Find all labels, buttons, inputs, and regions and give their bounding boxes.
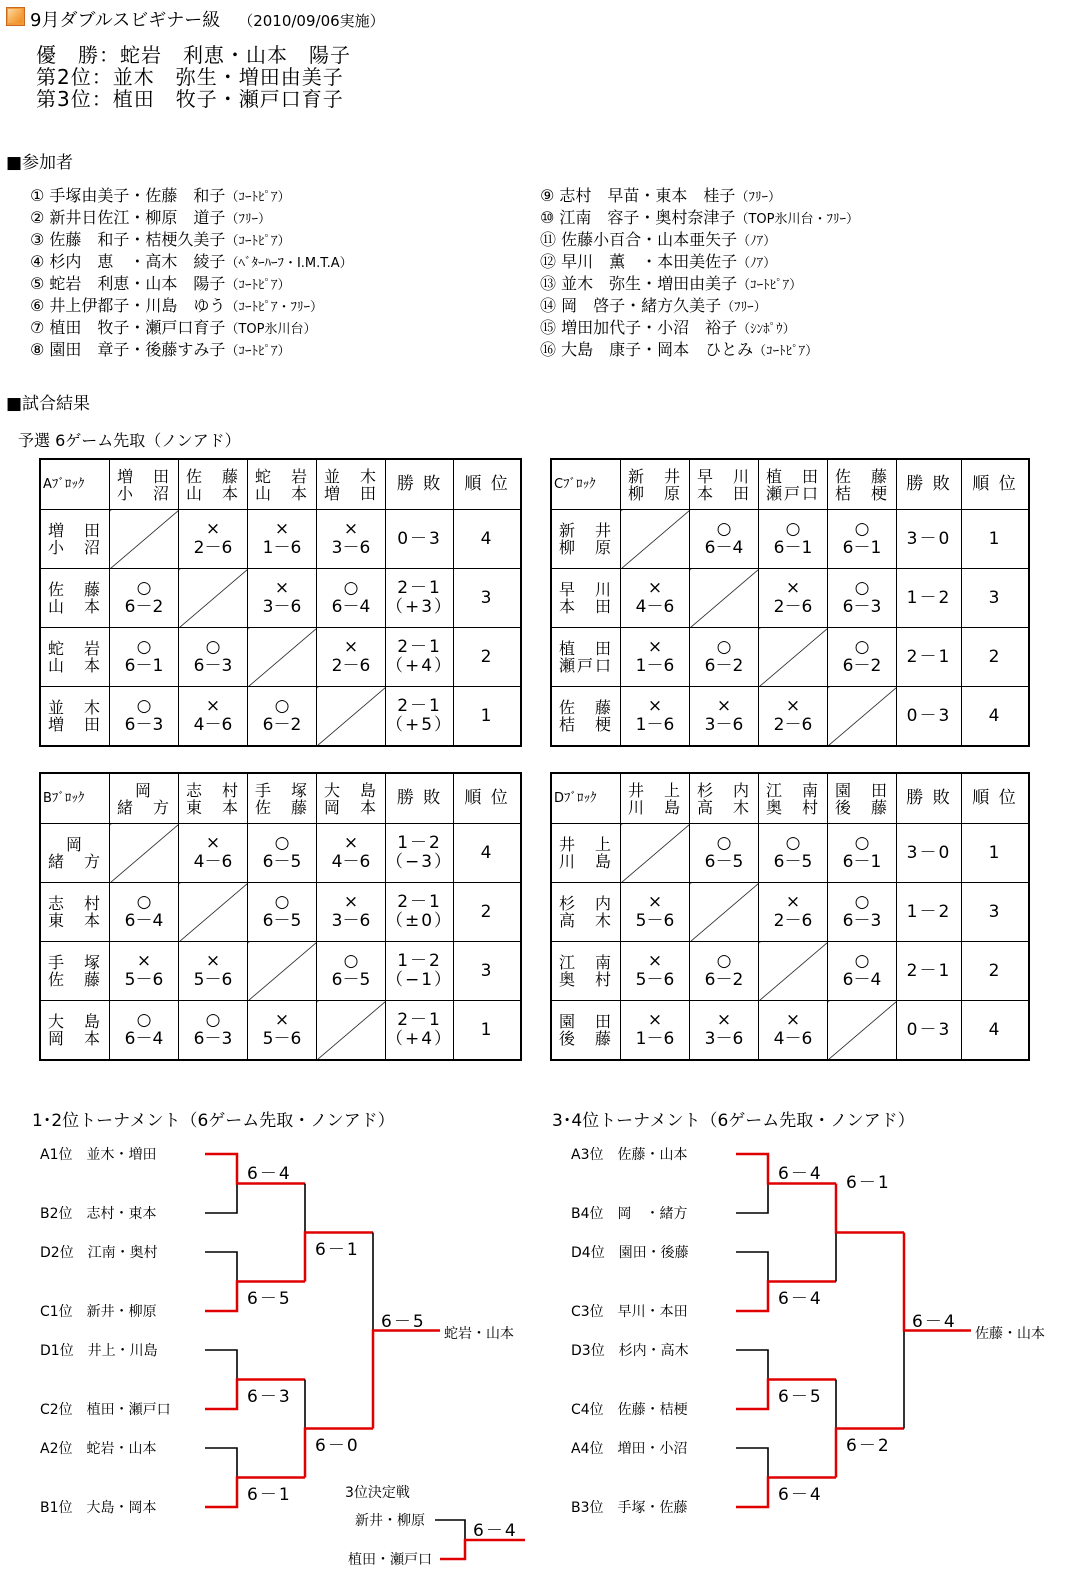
rank-header: 順 位 <box>962 459 1030 510</box>
team-row-header: 新 井 柳 原 <box>551 510 621 569</box>
match-result-cell: × 2－6 <box>759 687 828 747</box>
team-column-header: 佐 藤 山 本 <box>179 459 248 510</box>
team-row-header: 志 村 東 本 <box>40 883 110 942</box>
results-heading: ■試合結果 <box>6 394 91 414</box>
bracket-line <box>736 1252 768 1282</box>
team-row-header: 井 上 川 島 <box>551 824 621 883</box>
bracket-slot: D4位 園田・後藤 <box>571 1245 689 1261</box>
entry-number: ⑥ <box>30 296 45 315</box>
match-result-cell: × 3－6 <box>317 883 386 942</box>
match-result-cell: × 2－6 <box>759 569 828 628</box>
match-result-cell: ○ 6－2 <box>110 569 179 628</box>
match-result-cell: × 4－6 <box>179 824 248 883</box>
rank-cell: 4 <box>962 1001 1030 1061</box>
entry-club: （ｺｰﾄﾋﾟｱ） <box>737 278 803 293</box>
match-result-cell: ○ 6－4 <box>828 942 897 1001</box>
match-result-cell: × 1－6 <box>621 628 690 687</box>
event-date: （2010/09/06実施） <box>238 12 385 30</box>
bracket-slot: D3位 杉内・高木 <box>571 1343 689 1359</box>
entry-club: （ｺｰﾄﾋﾟｱ・ﾌﾘｰ） <box>225 300 323 315</box>
third-place-label: 3位決定戦 <box>345 1485 410 1501</box>
entry-number: ⑩ <box>540 208 555 227</box>
team-column-header: 手 塚 佐 藤 <box>248 773 317 824</box>
third-place-team-b: 植田・瀬戸口 <box>348 1552 432 1568</box>
entry-club: （TOP氷川台・ﾌﾘｰ） <box>735 212 859 227</box>
bracket-line <box>205 1448 237 1478</box>
entry-names: 蛇岩 利恵・山本 陽子 <box>44 274 226 293</box>
team-column-header: 増 田 小 沼 <box>110 459 179 510</box>
match-result-cell: ○ 6－2 <box>248 687 317 747</box>
entry-names: 早川 薫 ・本田美佐子 <box>556 252 738 271</box>
rank-cell: 4 <box>454 824 522 883</box>
record-cell: 2－1 （±0） <box>386 883 454 942</box>
bracket-slot: B3位 手塚・佐藤 <box>571 1500 688 1516</box>
team-column-header: 井 上 川 島 <box>621 773 690 824</box>
round1-score: 6－4 <box>778 1164 823 1184</box>
winner-1st: 優 勝：蛇岩 利恵・山本 陽子 <box>36 43 351 67</box>
entry-number: ⑧ <box>30 340 45 359</box>
champion-label: 佐藤・山本 <box>975 1325 1045 1342</box>
match-result-cell: × 5－6 <box>621 883 690 942</box>
rank-cell: 1 <box>962 510 1030 569</box>
match-result-cell: × 3－6 <box>690 687 759 747</box>
match-result-cell: × 4－6 <box>179 687 248 747</box>
record-cell: 2－1 （+5） <box>386 687 454 747</box>
bracket-slot: B2位 志村・東本 <box>40 1206 157 1222</box>
entry-number: ① <box>30 186 45 205</box>
record-cell: 2－1 <box>897 942 962 1001</box>
bracket-slot: C3位 早川・本田 <box>571 1304 688 1320</box>
entry-club: （ｺｰﾄﾋﾟｱ） <box>753 344 819 359</box>
rank-cell: 3 <box>454 569 522 628</box>
record-cell: 0－3 <box>386 510 454 569</box>
round1-score: 6－4 <box>247 1164 292 1184</box>
block-label: Aﾌﾞﾛｯｸ <box>40 459 110 510</box>
winner-3rd: 第3位：植田 牧子・瀬戸口育子 <box>36 87 344 111</box>
team-column-header: 岡 緒 方 <box>110 773 179 824</box>
entry-names: 志村 早苗・東本 桂子 <box>554 186 736 205</box>
bracket-slot: D1位 井上・川島 <box>40 1343 158 1359</box>
record-cell: 2－1 <box>897 628 962 687</box>
match-result-cell: ○ 6－1 <box>110 628 179 687</box>
bracket-slot: A1位 並木・増田 <box>40 1147 157 1163</box>
round1-score: 6－4 <box>778 1484 823 1505</box>
entry-club: （ﾉｱ） <box>737 256 777 271</box>
entry-club: （TOP氷川台） <box>225 322 317 337</box>
team-row-header: 佐 藤 山 本 <box>40 569 110 628</box>
entry-names: 手塚由美子・佐藤 和子 <box>44 186 226 205</box>
champion-label: 蛇岩・山本 <box>444 1325 514 1342</box>
match-result-cell: ○ 6－4 <box>690 510 759 569</box>
record-cell: 3－0 <box>897 824 962 883</box>
match-result-cell: ○ 6－3 <box>179 1001 248 1061</box>
rank-cell: 2 <box>454 883 522 942</box>
team-column-header: 志 村 東 本 <box>179 773 248 824</box>
entry-club: （ﾌﾘｰ） <box>735 190 781 205</box>
bracket-slot: C2位 植田・瀬戸口 <box>40 1402 171 1418</box>
winner-2nd: 第2位：並木 弥生・増田由美子 <box>36 65 344 89</box>
match-result-cell: ○ 6－4 <box>110 883 179 942</box>
rank-header: 順 位 <box>962 773 1030 824</box>
bracket-line <box>205 1184 237 1214</box>
match-result-cell: ○ 6－5 <box>690 824 759 883</box>
match-result-cell: × 1－6 <box>621 687 690 747</box>
match-result-cell: × 4－6 <box>621 569 690 628</box>
round2-score: 6－0 <box>315 1435 360 1456</box>
match-result-cell: × 4－6 <box>759 1001 828 1061</box>
tournament-12-title: 1･2位トーナメント（6ゲーム先取・ノンアド） <box>32 1111 395 1131</box>
round1-score: 6－3 <box>247 1386 292 1407</box>
rank-header: 順 位 <box>454 459 522 510</box>
entry-club: （ｼﾝﾎﾟｳ） <box>737 322 796 337</box>
team-column-header: 園 田 後 藤 <box>828 773 897 824</box>
tournament-34-title: 3･4位トーナメント（6ゲーム先取・ノンアド） <box>552 1111 915 1131</box>
block-label: Bﾌﾞﾛｯｸ <box>40 773 110 824</box>
match-result-cell: × 3－6 <box>317 510 386 569</box>
rank-cell: 2 <box>454 628 522 687</box>
bracket-slot: A3位 佐藤・山本 <box>571 1147 688 1163</box>
team-column-header: 佐 藤 桔 梗 <box>828 459 897 510</box>
rank-cell: 1 <box>454 1001 522 1061</box>
entry-names: 新井日佐江・柳原 道子 <box>44 208 226 227</box>
final-score: 6－4 <box>912 1311 957 1332</box>
entry-number: ⑯ <box>540 340 557 359</box>
team-row-header: 並 木 増 田 <box>40 687 110 747</box>
team-row-header: 蛇 岩 山 本 <box>40 628 110 687</box>
entry-number: ⑭ <box>540 296 557 315</box>
entry-number: ⑬ <box>540 274 557 293</box>
entry-club: （ﾉｱ） <box>737 234 777 249</box>
match-result-cell: × 3－6 <box>248 569 317 628</box>
match-result-cell: × 3－6 <box>690 1001 759 1061</box>
bracket-slot: C1位 新井・柳原 <box>40 1304 157 1320</box>
match-result-cell: ○ 6－3 <box>110 687 179 747</box>
entry-names: 佐藤小百合・山本亜矢子 <box>556 230 738 249</box>
team-column-header: 並 木 増 田 <box>317 459 386 510</box>
entry-names: 増田加代子・小沼 裕子 <box>556 318 738 337</box>
bracket-slot: D2位 江南・奥村 <box>40 1245 158 1261</box>
record-cell: 0－3 <box>897 687 962 747</box>
match-result-cell: × 5－6 <box>248 1001 317 1061</box>
match-result-cell: ○ 6－5 <box>248 824 317 883</box>
entry-names: 佐藤 和子・桔梗久美子 <box>44 230 226 249</box>
entry-number: ② <box>30 208 45 227</box>
match-result-cell: ○ 6－1 <box>759 510 828 569</box>
bracket-line <box>736 1184 768 1214</box>
team-column-header: 植 田 瀬戸口 <box>759 459 828 510</box>
match-result-cell: ○ 6－2 <box>828 628 897 687</box>
round2-score: 6－1 <box>315 1239 360 1260</box>
record-cell: 1－2 （−1） <box>386 942 454 1001</box>
rank-cell: 3 <box>962 569 1030 628</box>
entry-names: 岡 啓子・緒方久美子 <box>556 296 722 315</box>
bracket-line <box>205 1350 237 1380</box>
match-result-cell: ○ 6－3 <box>179 628 248 687</box>
record-cell: 1－2 <box>897 883 962 942</box>
team-column-header: 蛇 岩 山 本 <box>248 459 317 510</box>
entry-number: ④ <box>30 252 45 271</box>
entry-names: 杉内 恵 ・高木 綾子 <box>44 252 226 271</box>
participants-heading: ■参加者 <box>6 153 74 173</box>
record-header: 勝 敗 <box>386 459 454 510</box>
match-result-cell: ○ 6－3 <box>828 883 897 942</box>
match-result-cell: × 5－6 <box>179 942 248 1001</box>
bracket-slot: C4位 佐藤・桔梗 <box>571 1402 688 1418</box>
record-cell: 3－0 <box>897 510 962 569</box>
match-result-cell: × 5－6 <box>621 942 690 1001</box>
record-cell: 0－3 <box>897 1001 962 1061</box>
entry-number: ⑮ <box>540 318 557 337</box>
match-result-cell: ○ 6－4 <box>110 1001 179 1061</box>
match-result-cell: × 1－6 <box>248 510 317 569</box>
record-cell: 2－1 （+3） <box>386 569 454 628</box>
rank-cell: 4 <box>962 687 1030 747</box>
bracket-line <box>736 1350 768 1380</box>
match-result-cell: × 2－6 <box>317 628 386 687</box>
round1-score: 6－5 <box>778 1386 823 1407</box>
entry-club: （ｺｰﾄﾋﾟｱ） <box>225 278 291 293</box>
match-result-cell: ○ 6－3 <box>828 569 897 628</box>
record-header: 勝 敗 <box>897 773 962 824</box>
team-row-header: 増 田 小 沼 <box>40 510 110 569</box>
entry-number: ⑫ <box>540 252 557 271</box>
entry-club: （ｺｰﾄﾋﾟｱ） <box>225 344 291 359</box>
team-row-header: 江 南 奥 村 <box>551 942 621 1001</box>
entry-number: ③ <box>30 230 45 249</box>
entry-names: 井上伊都子・川島 ゆう <box>44 296 226 315</box>
team-row-header: 手 塚 佐 藤 <box>40 942 110 1001</box>
entry-number: ⑦ <box>30 318 45 337</box>
winner-path <box>440 1540 525 1559</box>
bracket-line <box>736 1448 768 1478</box>
record-cell: 2－1 （+4） <box>386 628 454 687</box>
team-row-header: 岡 緒 方 <box>40 824 110 883</box>
entry-number: ⑨ <box>540 186 555 205</box>
match-result-cell: ○ 6－5 <box>759 824 828 883</box>
match-result-cell: ○ 6－5 <box>317 942 386 1001</box>
record-cell: 1－2 <box>897 569 962 628</box>
round2-score: 6－1 <box>846 1172 891 1193</box>
record-cell: 1－2 （−3） <box>386 824 454 883</box>
match-result-cell: × 2－6 <box>179 510 248 569</box>
entry-number: ⑪ <box>540 230 557 249</box>
match-result-cell: × 2－6 <box>759 883 828 942</box>
team-column-header: 江 南 奥 村 <box>759 773 828 824</box>
rank-header: 順 位 <box>454 773 522 824</box>
match-result-cell: × 1－6 <box>621 1001 690 1061</box>
round2-score: 6－2 <box>846 1435 891 1456</box>
prelim-label: 予選 6ゲーム先取（ノンアド） <box>18 431 241 450</box>
entry-club: （ｺｰﾄﾋﾟｱ） <box>225 234 291 249</box>
entry-number: ⑤ <box>30 274 45 293</box>
match-result-cell: ○ 6－5 <box>248 883 317 942</box>
bracket-slot: B4位 岡 ・緒方 <box>571 1206 688 1222</box>
winner-path <box>373 1331 440 1429</box>
bracket-slot: A2位 蛇岩・山本 <box>40 1441 157 1457</box>
match-result-cell: × 4－6 <box>317 824 386 883</box>
match-result-cell: ○ 6－2 <box>690 628 759 687</box>
team-row-header: 園 田 後 藤 <box>551 1001 621 1061</box>
entry-names: 植田 牧子・瀬戸口育子 <box>44 318 226 337</box>
round1-score: 6－1 <box>247 1484 292 1505</box>
record-header: 勝 敗 <box>386 773 454 824</box>
entry-names: 江南 容子・奥村奈津子 <box>554 208 736 227</box>
match-result-cell: ○ 6－1 <box>828 824 897 883</box>
match-result-cell: ○ 6－1 <box>828 510 897 569</box>
entry-club: （ﾍﾞﾀｰﾊｰﾌ・I.M.T.A） <box>225 256 353 271</box>
team-row-header: 杉 内 高 木 <box>551 883 621 942</box>
rank-cell: 1 <box>454 687 522 747</box>
team-column-header: 早 川 本 田 <box>690 459 759 510</box>
third-place-score: 6－4 <box>473 1521 518 1541</box>
rank-cell: 1 <box>962 824 1030 883</box>
rank-cell: 4 <box>454 510 522 569</box>
rank-cell: 3 <box>454 942 522 1001</box>
bracket-slot: B1位 大島・岡本 <box>40 1500 157 1516</box>
team-column-header: 新 井 柳 原 <box>621 459 690 510</box>
team-column-header: 大 島 岡 本 <box>317 773 386 824</box>
round1-score: 6－4 <box>778 1288 823 1309</box>
entry-names: 並木 弥生・増田由美子 <box>556 274 738 293</box>
team-row-header: 植 田 瀬戸口 <box>551 628 621 687</box>
team-row-header: 大 島 岡 本 <box>40 1001 110 1061</box>
team-row-header: 佐 藤 桔 梗 <box>551 687 621 747</box>
bracket-line <box>435 1520 465 1540</box>
record-header: 勝 敗 <box>897 459 962 510</box>
round1-score: 6－5 <box>247 1288 292 1309</box>
page-title: 9月ダブルスビギナー級 （2010/09/06実施） <box>30 10 385 31</box>
team-column-header: 杉 内 高 木 <box>690 773 759 824</box>
entry-names: 園田 章子・後藤すみ子 <box>44 340 226 359</box>
bracket-line <box>205 1252 237 1282</box>
rank-cell: 3 <box>962 883 1030 942</box>
record-cell: 2－1 （+4） <box>386 1001 454 1061</box>
entry-names: 大島 康子・岡本 ひとみ <box>556 340 754 359</box>
match-result-cell: ○ 6－4 <box>317 569 386 628</box>
final-score: 6－5 <box>381 1311 426 1332</box>
entry-club: （ﾌﾘｰ） <box>721 300 767 315</box>
block-label: Dﾌﾞﾛｯｸ <box>551 773 621 824</box>
match-result-cell: ○ 6－2 <box>690 942 759 1001</box>
team-row-header: 早 川 本 田 <box>551 569 621 628</box>
entry-club: （ｺｰﾄﾋﾟｱ） <box>225 190 291 205</box>
block-label: Cﾌﾞﾛｯｸ <box>551 459 621 510</box>
bracket-slot: A4位 増田・小沼 <box>571 1441 688 1457</box>
entry-club: （ﾌﾘｰ） <box>225 212 271 227</box>
third-place-team-a: 新井・柳原 <box>355 1513 425 1529</box>
match-result-cell: × 5－6 <box>110 942 179 1001</box>
rank-cell: 2 <box>962 942 1030 1001</box>
rank-cell: 2 <box>962 628 1030 687</box>
